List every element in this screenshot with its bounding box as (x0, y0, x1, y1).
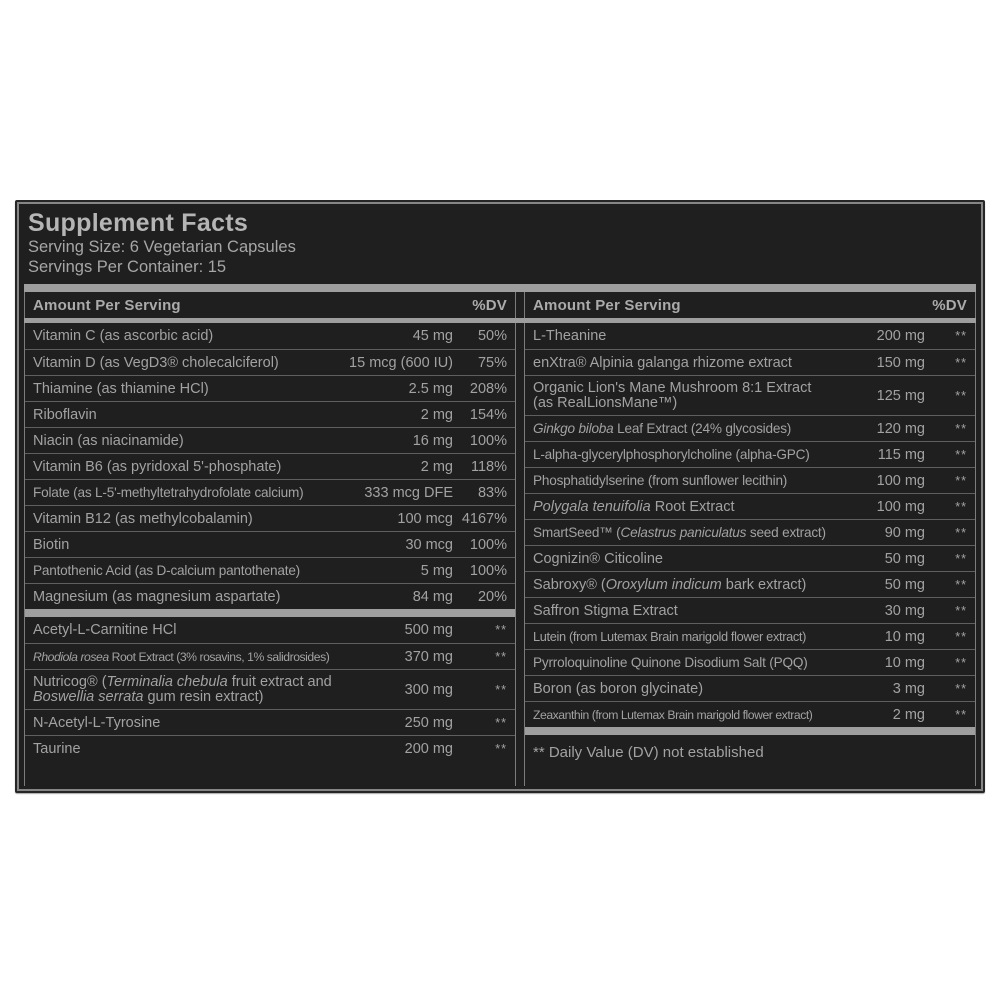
ingredient-dv: ** (955, 655, 967, 670)
ingredient-dv: 4167% (461, 510, 507, 527)
ingredient-row (25, 375, 515, 401)
ingredient-name: N-Acetyl-L-Tyrosine (33, 714, 161, 731)
supplement-facts-panel (15, 200, 985, 793)
ingredient-row (25, 557, 515, 583)
ingredient-row (25, 479, 515, 505)
ingredient-dv: ** (955, 355, 967, 370)
ingredient-name: Cognizin® Citicoline (533, 550, 663, 567)
ingredient-name: Thiamine (as thiamine HCl) (33, 380, 209, 397)
ingredient-row (525, 623, 975, 649)
ingredient-amount: 2.5 mg (408, 380, 453, 397)
ingredient-row (25, 735, 515, 761)
ingredient-name: Vitamin B6 (as pyridoxal 5'-phosphate) (33, 458, 282, 475)
ingredient-amount: 30 mg (884, 602, 925, 619)
ingredient-dv: 100% (469, 536, 507, 553)
ingredient-row (525, 441, 975, 467)
ingredient-name: Pyrroloquinoline Quinone Disodium Salt (PQQ) (533, 654, 808, 670)
ingredient-amount: 50 mg (884, 550, 925, 567)
ingredient-dv: ** (955, 551, 967, 566)
ingredient-name: Folate (as L-5'-methyltetrahydrofolate calcium) (33, 484, 304, 500)
ingredient-dv: 100% (469, 562, 507, 579)
ingredient-dv: 154% (469, 406, 507, 423)
ingredient-name: Nutricog® (Terminalia chebula fruit extract and Boswellia serrata gum resin extract) (33, 673, 332, 705)
ingredient-amount: 45 mg (412, 328, 453, 344)
ingredient-dv: ** (955, 681, 967, 696)
ingredient-dv: ** (955, 473, 967, 488)
dv-label: %DV (932, 296, 967, 314)
dv-label: %DV (472, 296, 507, 314)
ingredient-dv: 50% (477, 328, 507, 344)
ingredient-row (525, 571, 975, 597)
ingredient-name: Vitamin B12 (as methylcobalamin) (33, 510, 253, 527)
ingredient-dv: ** (955, 329, 967, 343)
ingredient-row (25, 427, 515, 453)
ingredient-amount: 150 mg (876, 354, 925, 371)
ingredient-amount: 2 mg (420, 406, 453, 423)
right-column-header (524, 292, 976, 318)
ingredient-amount: 100 mcg (397, 510, 453, 527)
ingredient-row (25, 323, 515, 349)
ingredient-row (25, 531, 515, 557)
ingredient-amount: 115 mg (877, 446, 925, 463)
ingredient-dv: ** (955, 577, 967, 592)
ingredient-name: Taurine (33, 740, 81, 757)
ingredient-name: Magnesium (as magnesium aspartate) (33, 588, 281, 605)
ingredient-dv: 118% (470, 458, 507, 475)
ingredient-dv: ** (495, 623, 507, 637)
panel-header (24, 210, 976, 277)
ingredient-row (525, 649, 975, 675)
top-divider-bar (24, 284, 976, 292)
ingredient-amount: 5 mg (420, 562, 453, 579)
ingredient-name: enXtra® Alpinia galanga rhizome extract (533, 354, 792, 371)
ingredient-amount: 3 mg (892, 680, 925, 697)
ingredient-row (25, 401, 515, 427)
ingredient-row (25, 583, 515, 609)
ingredient-dv: ** (495, 649, 507, 664)
ingredient-row (525, 701, 975, 727)
ingredient-dv: 208% (469, 380, 507, 397)
section-divider-bar (25, 609, 515, 617)
ingredient-amount: 16 mg (412, 432, 453, 449)
ingredient-amount: 300 mg (404, 681, 453, 698)
ingredient-name: Polygala tenuifolia Root Extract (533, 498, 735, 515)
ingredient-amount: 120 mg (876, 420, 925, 437)
left-ingredient-table (24, 323, 516, 786)
amount-per-serving-label: Amount Per Serving (533, 296, 681, 314)
ingredient-name: Vitamin C (as ascorbic acid) (33, 328, 214, 344)
ingredient-amount: 370 mg (404, 648, 453, 665)
ingredient-tables (24, 323, 976, 786)
ingredient-dv: ** (955, 629, 967, 644)
ingredient-amount: 84 mg (412, 588, 453, 605)
ingredient-name: Pantothenic Acid (as D-calcium pantothenate) (33, 562, 301, 578)
panel-title: Supplement Facts (28, 209, 249, 237)
ingredient-dv: ** (495, 682, 507, 697)
ingredient-dv: ** (955, 525, 967, 540)
ingredient-dv: 20% (477, 588, 507, 605)
ingredient-name: Organic Lion's Mane Mushroom 8:1 Extract (as RealLionsMane™) (533, 379, 812, 411)
ingredient-row (525, 493, 975, 519)
ingredient-dv: ** (955, 499, 967, 514)
ingredient-name: SmartSeed™ (Celastrus paniculatus seed extract) (533, 524, 826, 540)
ingredient-row (25, 669, 515, 709)
ingredient-row (525, 545, 975, 571)
ingredient-row (525, 349, 975, 375)
right-ingredient-table (524, 323, 976, 786)
ingredient-row (25, 349, 515, 375)
ingredient-row (25, 617, 515, 643)
ingredient-amount: 100 mg (876, 472, 925, 489)
ingredient-name: Phosphatidylserine (from sunflower lecithin) (533, 472, 788, 488)
ingredient-name: Rhodiola rosea Root Extract (3% rosavins, 1% salidrosides) (33, 649, 330, 664)
ingredient-name: Ginkgo biloba Leaf Extract (24% glycosides) (533, 420, 792, 436)
ingredient-amount: 10 mg (884, 654, 925, 671)
ingredient-name: L-Theanine (533, 328, 607, 344)
ingredient-dv: 100% (469, 432, 507, 449)
ingredient-amount: 50 mg (884, 576, 925, 593)
ingredient-row (25, 709, 515, 735)
ingredient-row (525, 323, 975, 349)
ingredient-dv: ** (495, 741, 507, 756)
ingredient-row (525, 415, 975, 441)
ingredient-dv: ** (955, 447, 967, 462)
ingredient-row (525, 375, 975, 415)
column-headers (24, 292, 976, 318)
serving-size: Serving Size: 6 Vegetarian Capsules (28, 238, 296, 256)
ingredient-name: Vitamin D (as VegD3® cholecalciferol) (33, 354, 279, 371)
amount-per-serving-label: Amount Per Serving (33, 296, 181, 314)
ingredient-amount: 125 mg (876, 387, 925, 404)
ingredient-amount: 15 mcg (600 IU) (349, 354, 453, 371)
ingredient-amount: 2 mg (892, 706, 925, 723)
ingredient-name: L-alpha-glycerylphosphorylcholine (alpha-GPC) (533, 446, 810, 462)
ingredient-row (25, 643, 515, 669)
ingredient-amount: 10 mg (884, 628, 925, 645)
ingredient-name: Lutein (from Lutemax Brain marigold flower extract) (533, 628, 807, 644)
servings-per-container: Servings Per Container: 15 (28, 258, 227, 276)
ingredient-dv: 75% (477, 354, 507, 371)
ingredient-amount: 250 mg (404, 714, 453, 731)
ingredient-amount: 30 mcg (405, 536, 453, 553)
ingredient-name: Riboflavin (33, 406, 97, 423)
ingredient-amount: 500 mg (404, 622, 453, 638)
ingredient-dv: 83% (477, 484, 507, 501)
ingredient-name: Biotin (33, 536, 70, 553)
left-column-header (24, 292, 516, 318)
ingredient-amount: 333 mcg DFE (364, 484, 453, 501)
ingredient-row (525, 675, 975, 701)
ingredient-dv: ** (955, 707, 967, 722)
ingredient-dv: ** (955, 603, 967, 618)
ingredient-row (25, 505, 515, 531)
ingredient-row (25, 453, 515, 479)
ingredient-name: Saffron Stigma Extract (533, 602, 678, 619)
ingredient-name: Boron (as boron glycinate) (533, 680, 704, 697)
ingredient-dv: ** (495, 715, 507, 730)
ingredient-amount: 2 mg (420, 458, 453, 475)
ingredient-name: Acetyl-L-Carnitine HCl (33, 622, 177, 638)
ingredient-amount: 100 mg (876, 498, 925, 515)
footnote-divider-bar (525, 727, 975, 735)
ingredient-dv: ** (955, 421, 967, 436)
ingredient-name: Niacin (as niacinamide) (33, 432, 184, 449)
ingredient-amount: 200 mg (404, 740, 453, 757)
ingredient-row (525, 467, 975, 493)
ingredient-row (525, 597, 975, 623)
ingredient-name: Sabroxy® (Oroxylum indicum bark extract) (533, 576, 807, 593)
ingredient-amount: 200 mg (876, 328, 925, 344)
ingredient-amount: 90 mg (884, 524, 925, 541)
ingredient-dv: ** (955, 388, 967, 403)
ingredient-row (525, 519, 975, 545)
ingredient-name: Zeaxanthin (from Lutemax Brain marigold flower extract) (533, 707, 813, 722)
dv-footnote: ** Daily Value (DV) not established (533, 744, 764, 761)
